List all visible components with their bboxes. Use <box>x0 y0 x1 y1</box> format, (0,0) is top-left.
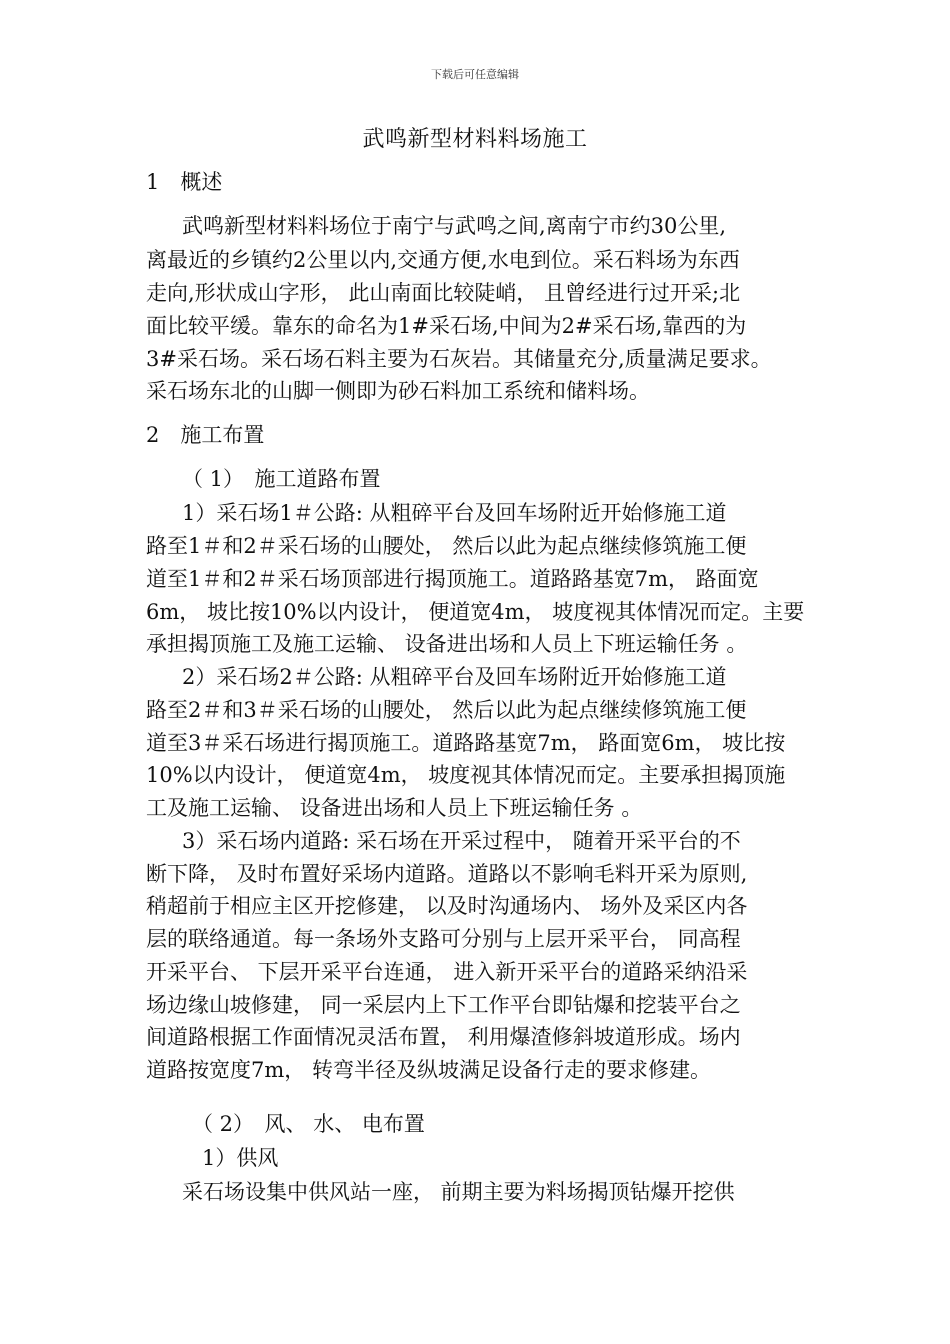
paragraph-line: 路至2＃和3＃采石场的山腰处， 然后以此为起点继续修筑施工便 <box>146 698 747 722</box>
paragraph-line: 武鸣新型材料料场位于南宁与武鸣之间,离南宁市约30公里, <box>182 214 727 238</box>
paragraph-line: 离最近的乡镇约2公里以内,交通方便,水电到位。采石料场为东西 <box>146 248 740 272</box>
paragraph-line: 间道路根据工作面情况灵活布置， 利用爆渣修斜坡道形成。场内 <box>146 1025 741 1049</box>
header-note: 下载后可任意编辑 <box>431 68 519 81</box>
paragraph-line: 场边缘山坡修建， 同一采层内上下工作平台即钻爆和挖装平台之 <box>146 993 741 1017</box>
document-title: 武鸣新型材料料场施工 <box>362 127 588 152</box>
section-heading-overview: 1 概述 <box>146 170 223 194</box>
paragraph-line: 10%以内设计， 便道宽4m， 坡度视其体情况而定。主要承担揭顶施 <box>146 763 786 787</box>
paragraph-line: 工及施工运输、 设备进出场和人员上下班运输任务 。 <box>146 796 643 820</box>
subsection-heading-roads: （ 1） 施工道路布置 <box>182 467 381 491</box>
paragraph-line: 层的联络通道。每一条场外支路可分别与上层开采平台， 同高程 <box>146 927 741 951</box>
paragraph-line: 断下降， 及时布置好采场内道路。道路以不影响毛料开采为原则, <box>146 862 748 886</box>
paragraph-line: 采石场设集中供风站一座， 前期主要为料场揭顶钻爆开挖供 <box>182 1180 735 1204</box>
paragraph-line: 道路按宽度7m， 转弯半径及纵坡满足设备行走的要求修建。 <box>146 1058 711 1082</box>
paragraph-line: 3）采石场内道路: 采石场在开采过程中， 随着开采平台的不 <box>182 829 741 853</box>
paragraph-line: 道至3＃采石场进行揭顶施工。道路路基宽7m， 路面宽6m， 坡比按 <box>146 731 786 755</box>
paragraph-line: 路至1＃和2＃采石场的山腰处， 然后以此为起点继续修筑施工便 <box>146 534 747 558</box>
subsection-heading-utilities: （ 2） 风、 水、 电布置 <box>192 1112 425 1136</box>
paragraph-line: 开采平台、 下层开采平台连通， 进入新开采平台的道路采纳沿采 <box>146 960 748 984</box>
paragraph-line: 面比较平缓。靠东的命名为1#采石场,中间为2#采石场,靠西的为 <box>146 314 747 338</box>
paragraph-line: 稍超前于相应主区开挖修建， 以及时沟通场内、 场外及采区内各 <box>146 894 748 918</box>
paragraph-line: 1）采石场1＃公路: 从粗碎平台及回车场附近开始修施工道 <box>182 501 727 525</box>
paragraph-line: 2）采石场2＃公路: 从粗碎平台及回车场附近开始修施工道 <box>182 665 727 689</box>
section-heading-layout: 2 施工布置 <box>146 423 265 447</box>
paragraph-line: 承担揭顶施工及施工运输、 设备进出场和人员上下班运输任务 。 <box>146 632 748 656</box>
paragraph-line: 道至1＃和2＃采石场顶部进行揭顶施工。道路路基宽7m， 路面宽 <box>146 567 759 591</box>
paragraph-line: 采石场东北的山脚一侧即为砂石料加工系统和储料场。 <box>146 379 650 403</box>
paragraph-line: 6m， 坡比按10%以内设计， 便道宽4m， 坡度视其体情况而定。主要 <box>146 600 805 624</box>
paragraph-line: 3#采石场。采石场石料主要为石灰岩。其储量充分,质量满足要求。 <box>146 347 772 371</box>
subsubsection-heading-air-supply: 1）供风 <box>202 1146 279 1170</box>
paragraph-line: 走向,形状成山字形， 此山南面比较陡峭， 且曾经进行过开采;北 <box>146 281 741 305</box>
